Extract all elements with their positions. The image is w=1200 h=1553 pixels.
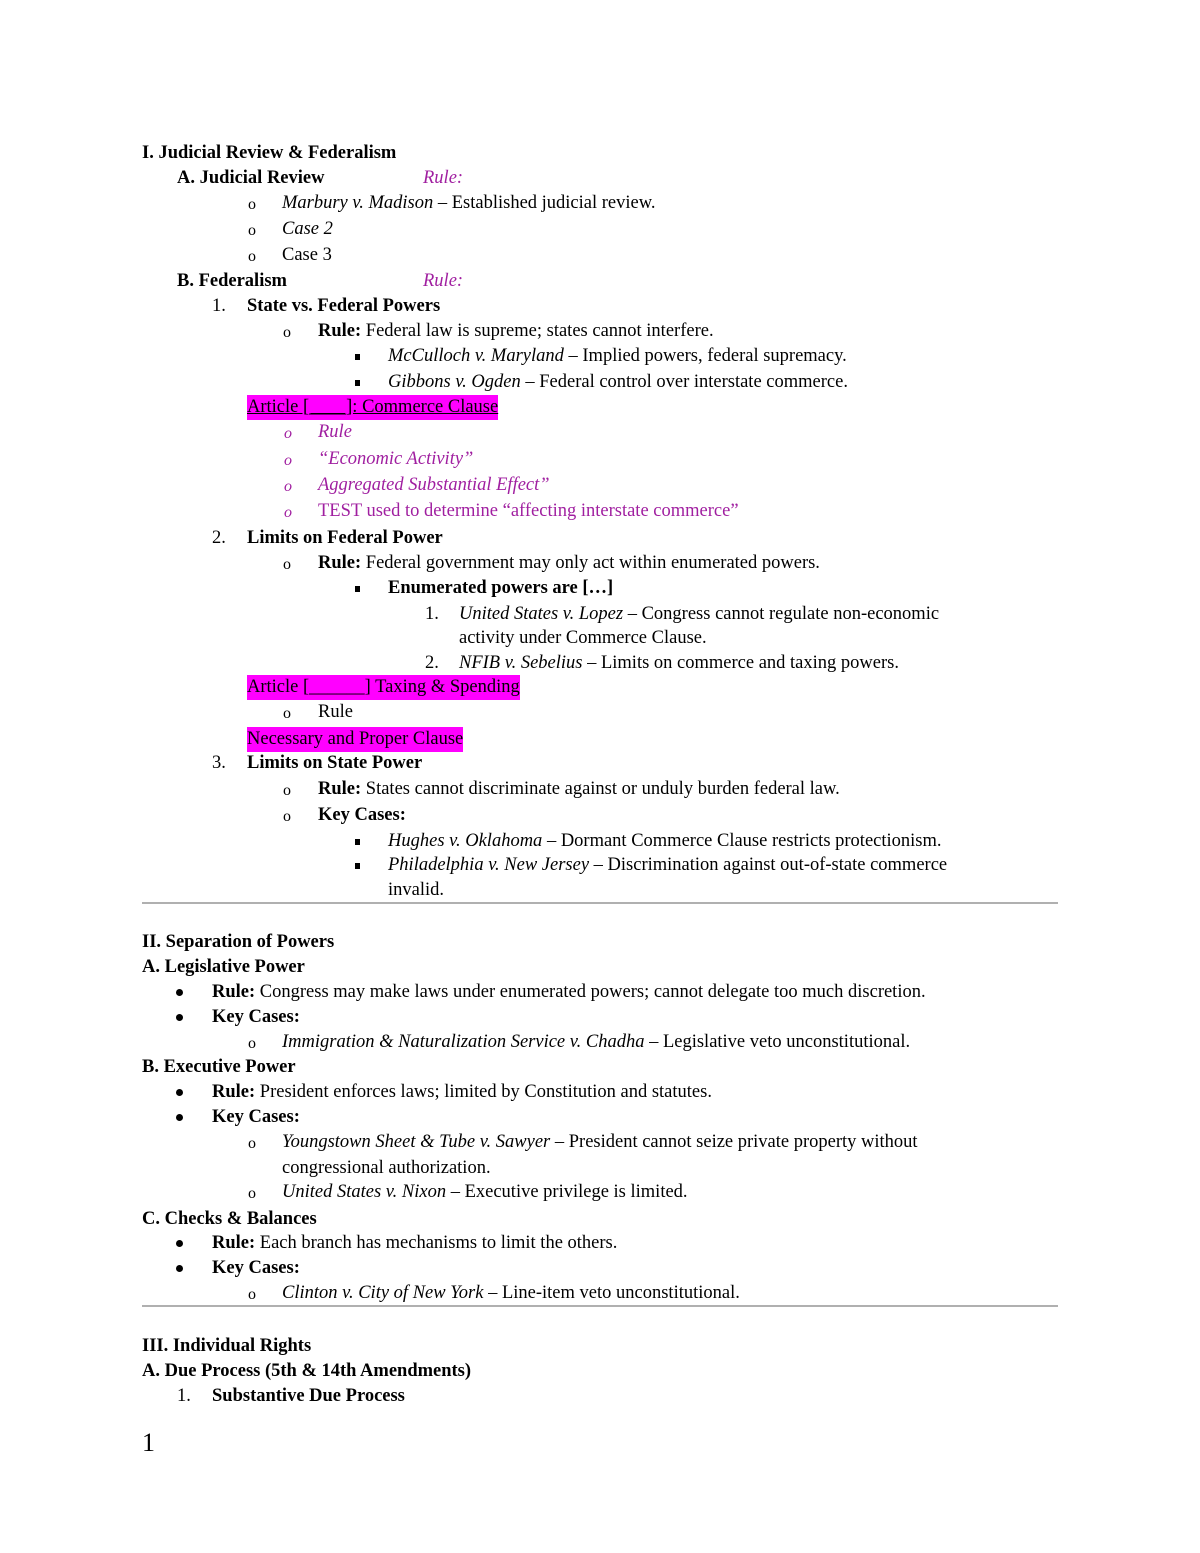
case-item-continuation: activity under Commerce Clause.: [459, 628, 707, 648]
subsection-heading: A. Judicial Review: [177, 168, 325, 188]
square-bullet-icon: [355, 839, 360, 845]
hollow-bullet-icon: o: [284, 452, 292, 469]
horizontal-divider: [142, 902, 1058, 904]
topic-heading: Limits on Federal Power: [247, 528, 443, 548]
subsection-heading: B. Executive Power: [142, 1057, 296, 1077]
rule-text: Rule: Each branch has mechanisms to limit the others.: [212, 1233, 618, 1253]
case-item: United States v. Nixon – Executive privilege is limited.: [282, 1182, 688, 1202]
hollow-bullet-icon: o: [248, 1185, 256, 1202]
key-cases-label: Key Cases:: [212, 1107, 300, 1127]
subsection-heading: A. Due Process (5th & 14th Amendments): [142, 1361, 472, 1381]
enumerated-powers: Enumerated powers are […]: [388, 578, 614, 598]
hollow-bullet-icon: o: [283, 705, 291, 722]
note-item: Rule: [318, 702, 353, 722]
rule-text: Rule: Congress may make laws under enumerated powers; cannot delegate too much discretion.: [212, 982, 926, 1002]
hollow-bullet-icon: o: [284, 478, 292, 495]
bullet-icon: [176, 1114, 183, 1121]
note-item: Rule: [318, 422, 352, 442]
list-number: 3.: [212, 753, 226, 773]
list-number: 2.: [425, 653, 439, 673]
rule-text: Rule: States cannot discriminate against or unduly burden federal law.: [318, 779, 840, 799]
section-heading: I. Judicial Review & Federalism: [142, 143, 397, 163]
case-item-continuation: invalid.: [388, 880, 445, 900]
square-bullet-icon: [355, 354, 360, 360]
topic-heading: State vs. Federal Powers: [247, 296, 441, 316]
key-cases-label: Key Cases:: [212, 1007, 300, 1027]
bullet-icon: [176, 1089, 183, 1096]
bullet-icon: [176, 1014, 183, 1021]
note-item: Aggregated Substantial Effect”: [318, 475, 550, 495]
hollow-bullet-icon: o: [248, 222, 256, 239]
section-heading: III. Individual Rights: [142, 1336, 312, 1356]
subsection-heading: B. Federalism: [177, 271, 287, 291]
square-bullet-icon: [355, 586, 360, 592]
highlighted-note: Necessary and Proper Clause: [247, 727, 463, 752]
hollow-bullet-icon: o: [248, 248, 256, 265]
rule-label: Rule:: [423, 168, 464, 188]
note-item: “Economic Activity”: [318, 449, 474, 469]
hollow-bullet-icon: o: [248, 196, 256, 213]
case-item: Clinton v. City of New York – Line-item veto unconstitutional.: [282, 1283, 740, 1303]
hollow-bullet-icon: o: [283, 556, 291, 573]
bullet-icon: [176, 1240, 183, 1247]
rule-text: Rule: President enforces laws; limited by Constitution and statutes.: [212, 1082, 712, 1102]
key-cases-label: Key Cases:: [318, 805, 406, 825]
case-item: Gibbons v. Ogden – Federal control over interstate commerce.: [388, 372, 848, 392]
hollow-bullet-icon: o: [283, 808, 291, 825]
square-bullet-icon: [355, 380, 360, 386]
case-item: Youngstown Sheet & Tube v. Sawyer – President cannot seize private property without: [282, 1132, 918, 1152]
list-item: Case 3: [282, 245, 332, 265]
list-number: 1.: [212, 296, 226, 316]
note-item: TEST used to determine “affecting interstate commerce”: [318, 501, 739, 521]
case-item: Philadelphia v. New Jersey – Discrimination against out-of-state commerce: [388, 855, 948, 875]
horizontal-divider: [142, 1305, 1058, 1307]
bullet-icon: [176, 1265, 183, 1272]
case-item: McCulloch v. Maryland – Implied powers, federal supremacy.: [388, 346, 847, 366]
list-item: Marbury v. Madison – Established judicial review.: [282, 193, 656, 213]
rule-label: Rule:: [423, 271, 464, 291]
highlighted-note: Article [______] Taxing & Spending: [247, 675, 520, 700]
page-number: 1: [142, 1428, 155, 1457]
list-item: Case 2: [282, 219, 333, 239]
key-cases-label: Key Cases:: [212, 1258, 300, 1278]
hollow-bullet-icon: o: [283, 324, 291, 341]
square-bullet-icon: [355, 863, 360, 869]
topic-heading: Substantive Due Process: [212, 1386, 405, 1406]
hollow-bullet-icon: o: [248, 1035, 256, 1052]
highlighted-note: Article [____]: Commerce Clause: [247, 395, 498, 420]
subsection-heading: A. Legislative Power: [142, 957, 305, 977]
hollow-bullet-icon: o: [284, 425, 292, 442]
section-heading: II. Separation of Powers: [142, 932, 335, 952]
bullet-icon: [176, 989, 183, 996]
list-number: 2.: [212, 528, 226, 548]
hollow-bullet-icon: o: [248, 1135, 256, 1152]
case-item: United States v. Lopez – Congress cannot regulate non-economic: [459, 604, 940, 624]
topic-heading: Limits on State Power: [247, 753, 423, 773]
subsection-heading: C. Checks & Balances: [142, 1209, 317, 1229]
hollow-bullet-icon: o: [248, 1286, 256, 1303]
case-item: NFIB v. Sebelius – Limits on commerce and taxing powers.: [459, 653, 899, 673]
list-number: 1.: [177, 1386, 191, 1406]
rule-text: Rule: Federal government may only act within enumerated powers.: [318, 553, 820, 573]
case-item: Hughes v. Oklahoma – Dormant Commerce Clause restricts protectionism.: [388, 831, 942, 851]
rule-text: Rule: Federal law is supreme; states cannot interfere.: [318, 321, 714, 341]
hollow-bullet-icon: o: [284, 504, 292, 521]
hollow-bullet-icon: o: [283, 782, 291, 799]
case-item: Immigration & Naturalization Service v. Chadha – Legislative veto unconstitutional.: [282, 1032, 911, 1052]
case-item-continuation: congressional authorization.: [282, 1158, 491, 1178]
list-number: 1.: [425, 604, 439, 624]
